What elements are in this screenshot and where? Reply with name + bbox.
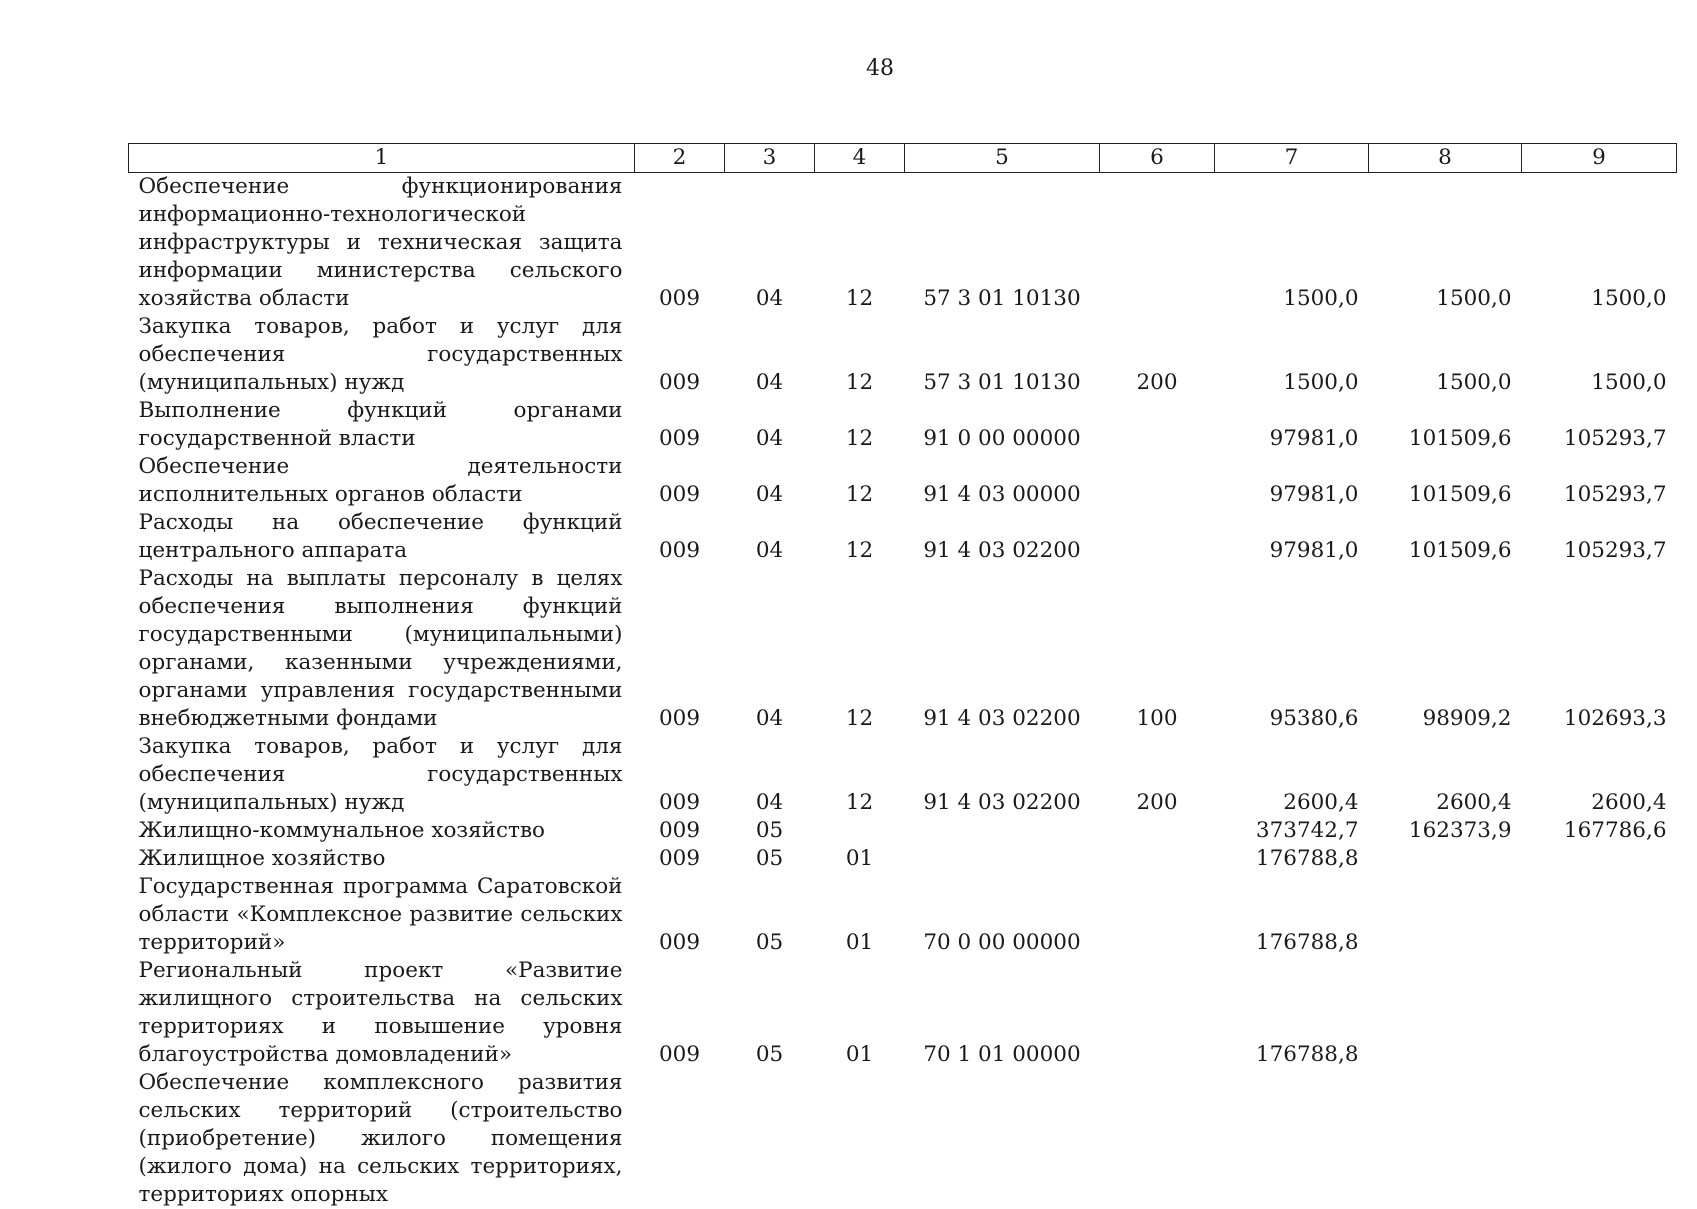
amount-col-9: 105293,7 [1522,397,1677,453]
section-code: 04 [725,733,815,817]
table-row [129,509,1677,565]
amount-col-7: 1500,0 [1215,173,1369,314]
ministry-code: 009 [635,509,725,565]
expense-name: Обеспечение комплексного развития сельских территорий (строительство (приобретение) жилого помещения (жилого дома) на сельских территориях, территориях опорных [129,1069,635,1209]
amount-col-8 [1369,1069,1522,1209]
expense-name: Закупка товаров, работ и услуг для обеспечения государственных (муниципальных) нужд [129,313,635,397]
ministry-code: 009 [635,173,725,314]
amount-col-9 [1522,873,1677,957]
table-row [129,173,1677,314]
page-number: 48 [0,56,1697,81]
table-row [129,733,1677,817]
amount-col-8: 2600,4 [1369,733,1522,817]
expense-type-code [1100,397,1215,453]
section-code: 04 [725,313,815,397]
amount-col-7 [1215,1069,1369,1209]
expense-type-code [1100,509,1215,565]
amount-col-7: 97981,0 [1215,397,1369,453]
ministry-code: 009 [635,733,725,817]
amount-col-9: 105293,7 [1522,453,1677,509]
target-article-code: 91 4 03 02200 [905,509,1100,565]
amount-col-7: 373742,7 [1215,817,1369,845]
expense-type-code [1100,1069,1215,1209]
ministry-code [635,1069,725,1209]
target-article-code: 57 3 01 10130 [905,313,1100,397]
ministry-code: 009 [635,873,725,957]
amount-col-8 [1369,873,1522,957]
table-header [129,144,1677,173]
table-row [129,817,1677,845]
target-article-code: 70 1 01 00000 [905,957,1100,1069]
expense-type-code [1100,845,1215,873]
table-row [129,453,1677,509]
section-code: 04 [725,565,815,733]
subsection-code: 12 [815,565,905,733]
section-code: 05 [725,817,815,845]
amount-col-7: 176788,8 [1215,873,1369,957]
amount-col-7: 95380,6 [1215,565,1369,733]
header-col-7: 7 [1215,144,1369,173]
expense-name: Закупка товаров, работ и услуг для обеспечения государственных (муниципальных) нужд [129,733,635,817]
amount-col-7: 2600,4 [1215,733,1369,817]
table-row [129,565,1677,733]
amount-col-8: 101509,6 [1369,509,1522,565]
subsection-code: 12 [815,453,905,509]
subsection-code [815,1069,905,1209]
target-article-code: 70 0 00 00000 [905,873,1100,957]
header-col-8: 8 [1369,144,1522,173]
expense-name: Региональный проект «Развитие жилищного строительства на сельских территориях и повышение уровня благоустройства домовладений» [129,957,635,1069]
budget-table [128,143,1677,1209]
amount-col-7: 97981,0 [1215,509,1369,565]
header-col-4: 4 [815,144,905,173]
section-code: 04 [725,509,815,565]
target-article-code [905,817,1100,845]
amount-col-8 [1369,845,1522,873]
section-code: 05 [725,873,815,957]
ministry-code: 009 [635,817,725,845]
target-article-code: 57 3 01 10130 [905,173,1100,314]
amount-col-8: 1500,0 [1369,173,1522,314]
table-row [129,957,1677,1069]
subsection-code: 12 [815,397,905,453]
section-code: 04 [725,397,815,453]
amount-col-8: 1500,0 [1369,313,1522,397]
subsection-code: 12 [815,733,905,817]
amount-col-8: 98909,2 [1369,565,1522,733]
subsection-code: 12 [815,313,905,397]
amount-col-7: 1500,0 [1215,313,1369,397]
table-row [129,845,1677,873]
amount-col-8 [1369,957,1522,1069]
header-col-9: 9 [1522,144,1677,173]
ministry-code: 009 [635,453,725,509]
expense-type-code [1100,173,1215,314]
header-col-3: 3 [725,144,815,173]
header-col-5: 5 [905,144,1100,173]
table-row [129,873,1677,957]
amount-col-9: 167786,6 [1522,817,1677,845]
amount-col-9: 1500,0 [1522,173,1677,314]
amount-col-8: 101509,6 [1369,397,1522,453]
subsection-code: 12 [815,173,905,314]
amount-col-9 [1522,1069,1677,1209]
expense-name: Обеспечение деятельности исполнительных органов области [129,453,635,509]
ministry-code: 009 [635,957,725,1069]
table-body [129,173,1677,1209]
expense-name: Выполнение функций органами государственной власти [129,397,635,453]
subsection-code [815,817,905,845]
target-article-code [905,845,1100,873]
section-code: 04 [725,453,815,509]
subsection-code: 01 [815,873,905,957]
target-article-code: 91 4 03 02200 [905,733,1100,817]
target-article-code: 91 4 03 00000 [905,453,1100,509]
header-row [129,144,1677,173]
expense-type-code: 100 [1100,565,1215,733]
target-article-code: 91 0 00 00000 [905,397,1100,453]
subsection-code: 01 [815,845,905,873]
expense-type-code [1100,957,1215,1069]
amount-col-7: 176788,8 [1215,845,1369,873]
table-row [129,1069,1677,1209]
subsection-code: 01 [815,957,905,1069]
ministry-code: 009 [635,845,725,873]
section-code: 05 [725,957,815,1069]
section-code [725,1069,815,1209]
amount-col-9 [1522,957,1677,1069]
expense-name: Расходы на выплаты персоналу в целях обеспечения выполнения функций государственными (муниципальными) органами, казенными учреждениями, органами управления государственными внебюджетными фондами [129,565,635,733]
section-code: 05 [725,845,815,873]
expense-type-code: 200 [1100,313,1215,397]
expense-name: Жилищно-коммунальное хозяйство [129,817,635,845]
expense-type-code [1100,873,1215,957]
expense-name: Обеспечение функционирования информационно-технологической инфраструктуры и техническая защита информации министерства сельского хозяйства области [129,173,635,314]
target-article-code: 91 4 03 02200 [905,565,1100,733]
subsection-code: 12 [815,509,905,565]
section-code: 04 [725,173,815,314]
expense-name: Расходы на обеспечение функций центрального аппарата [129,509,635,565]
amount-col-9: 105293,7 [1522,509,1677,565]
header-col-1: 1 [129,144,635,173]
amount-col-8: 162373,9 [1369,817,1522,845]
expense-type-code [1100,817,1215,845]
ministry-code: 009 [635,565,725,733]
amount-col-7: 97981,0 [1215,453,1369,509]
table-row [129,397,1677,453]
target-article-code [905,1069,1100,1209]
expense-type-code: 200 [1100,733,1215,817]
amount-col-9: 102693,3 [1522,565,1677,733]
expense-name: Жилищное хозяйство [129,845,635,873]
header-col-6: 6 [1100,144,1215,173]
amount-col-8: 101509,6 [1369,453,1522,509]
ministry-code: 009 [635,313,725,397]
amount-col-9: 2600,4 [1522,733,1677,817]
header-col-2: 2 [635,144,725,173]
amount-col-9 [1522,845,1677,873]
ministry-code: 009 [635,397,725,453]
expense-name: Государственная программа Саратовской области «Комплексное развитие сельских территорий» [129,873,635,957]
expense-type-code [1100,453,1215,509]
amount-col-7: 176788,8 [1215,957,1369,1069]
table-row [129,313,1677,397]
amount-col-9: 1500,0 [1522,313,1677,397]
